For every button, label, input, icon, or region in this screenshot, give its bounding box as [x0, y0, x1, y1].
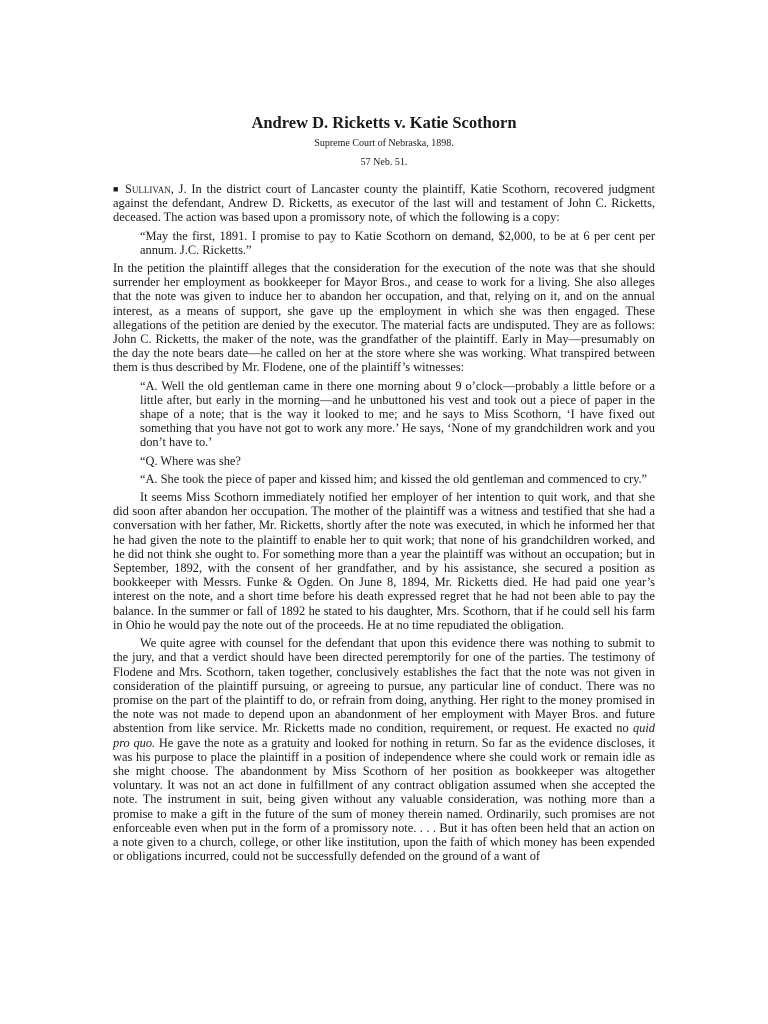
holding-text-b: He gave the note as a gratuity and looked for nothing in return. So far as the evidence discloses, it was his purpose to place the plaintiff in a position of independence where she could work or remain idle as she might choose. The abandonment by Miss Scothorn of her position as bookkeeper was altogether voluntary. It was not an act done in fulfillment of any contract obligation assumed when she accepted the note. The instrument in suit, being given without any valuable consideration, was nothing more than a promise to make a gift in the future of the sum of money therein named. Ordinarily, such promises are not enforceable even when put in the form of a promissory note. . . . But it has often been held that an action on a note given to a church, college, or other like institution, upon the faith of which money has been expended or obligations incurred, could not be successfully defended on the ground of a want of — [113, 735, 655, 864]
court-line: Supreme Court of Nebraska, 1898. — [314, 138, 454, 149]
judge-suffix: , J. — [170, 182, 187, 196]
case-title: Andrew D. Ricketts v. Katie Scothorn — [251, 113, 517, 132]
petition-paragraph: In the petition the plaintiff alleges that the consideration for the execution of the note was that she should surrender her employment as bookkeeper for Mayor Bros., and cease to work for a living. She also alleges that the note was given to induce her to abandon her occupation, and that, relying on it, and on the annual interest, as a means of support, she gave up the employment in which she was then engaged. These allegations of the petition are denied by the executor. The material facts are undisputed. They are as follows: John C. Ricketts, the maker of the note, was the grandfather of the plaintiff. Early in May—presumably on the day the note bears date—he called on her at the store where she was working. What transpired between them is thus described by Mr. Flodene, one of the plaintiff’s witnesses: — [113, 261, 655, 375]
citation-line: 57 Neb. 51. — [360, 157, 408, 168]
holding-text-a: We quite agree with counsel for the defendant that upon this evidence there was nothing to submit to the jury, and that a verdict should have been directed peremptorily for one of the parties. The testimony of Flodene and Mrs. Scothorn, taken together, conclusively establishes the fact that the note was not given in consideration of the plaintiff pursuing, or agreeing to pursue, any particular line of conduct. There was no promise on the part of the plaintiff to do, or refrain from doing, anything. Her right to the money promised in the note was not made to depend upon an abandonment of her employment with Mayer Bros. and future abstention from like service. Mr. Ricketts made no condition, requirement, or request. He exacted no — [113, 636, 655, 736]
testimony-answer-1: “A. Well the old gentleman came in there one morning about 9 o’clock—probably a little before or a little after, but early in the morning—and he unbuttoned his vest and took out a piece of paper in the shape of a note; that is the way it looked to me; and he says to Miss Scothorn, ‘I have fixed out something that you have not got to work any more.’ He says, ‘None of my grandchildren work and you don’t have to.’ — [140, 378, 655, 450]
testimony-answer-2: “A. She took the piece of paper and kissed him; and kissed the old gentleman and commenced to cry.” — [140, 471, 648, 486]
judge-name: Sullivan — [125, 182, 171, 196]
note-quote: “May the first, 1891. I promise to pay to Katie Scothorn on demand, $2,000, to be at 6 per cent per annum. J.C. Ricketts.” — [140, 228, 655, 257]
paragraph-text: In the district court of Lancaster county the plaintiff, Katie Scothorn, recovered judgment against the defendant, Andrew D. Ricketts, as executor of the last will and testament of John C. Ricketts, deceased. The action was based upon a promissory note, of which the following is a copy: — [113, 182, 656, 225]
bullet-icon: ■ — [113, 184, 121, 194]
opening-paragraph — [113, 182, 655, 225]
holding-paragraph — [113, 636, 655, 863]
latin-phrase: quid pro quo. — [113, 721, 655, 750]
opinion-body — [113, 182, 655, 863]
facts-paragraph: It seems Miss Scothorn immediately notified her employer of her intention to quit work, and that she did soon after abandon her occupation. The mother of the plaintiff was a witness and testified that she had a conversation with her father, Mr. Ricketts, shortly after the note was executed, in which he informed her that he had given the note to the plaintiff to enable her to quit work; that none of his grandchildren worked, and he did not think she ought to. For something more than a year the plaintiff was without an occupation; but in September, 1892, with the consent of her grandfather, and by his assistance, she secured a position as bookkeeper with Messrs. Funke & Ogden. On June 8, 1894, Mr. Ricketts died. He had paid one year’s interest on the note, and a short time before his death expressed regret that he had not been able to pay the balance. In the summer or fall of 1892 he stated to his daughter, Mrs. Scothorn, that if he could sell his farm in Ohio he would pay the note out of the proceeds. He at no time repudiated the obligation. — [113, 490, 655, 632]
testimony-question: “Q. Where was she? — [140, 453, 241, 468]
